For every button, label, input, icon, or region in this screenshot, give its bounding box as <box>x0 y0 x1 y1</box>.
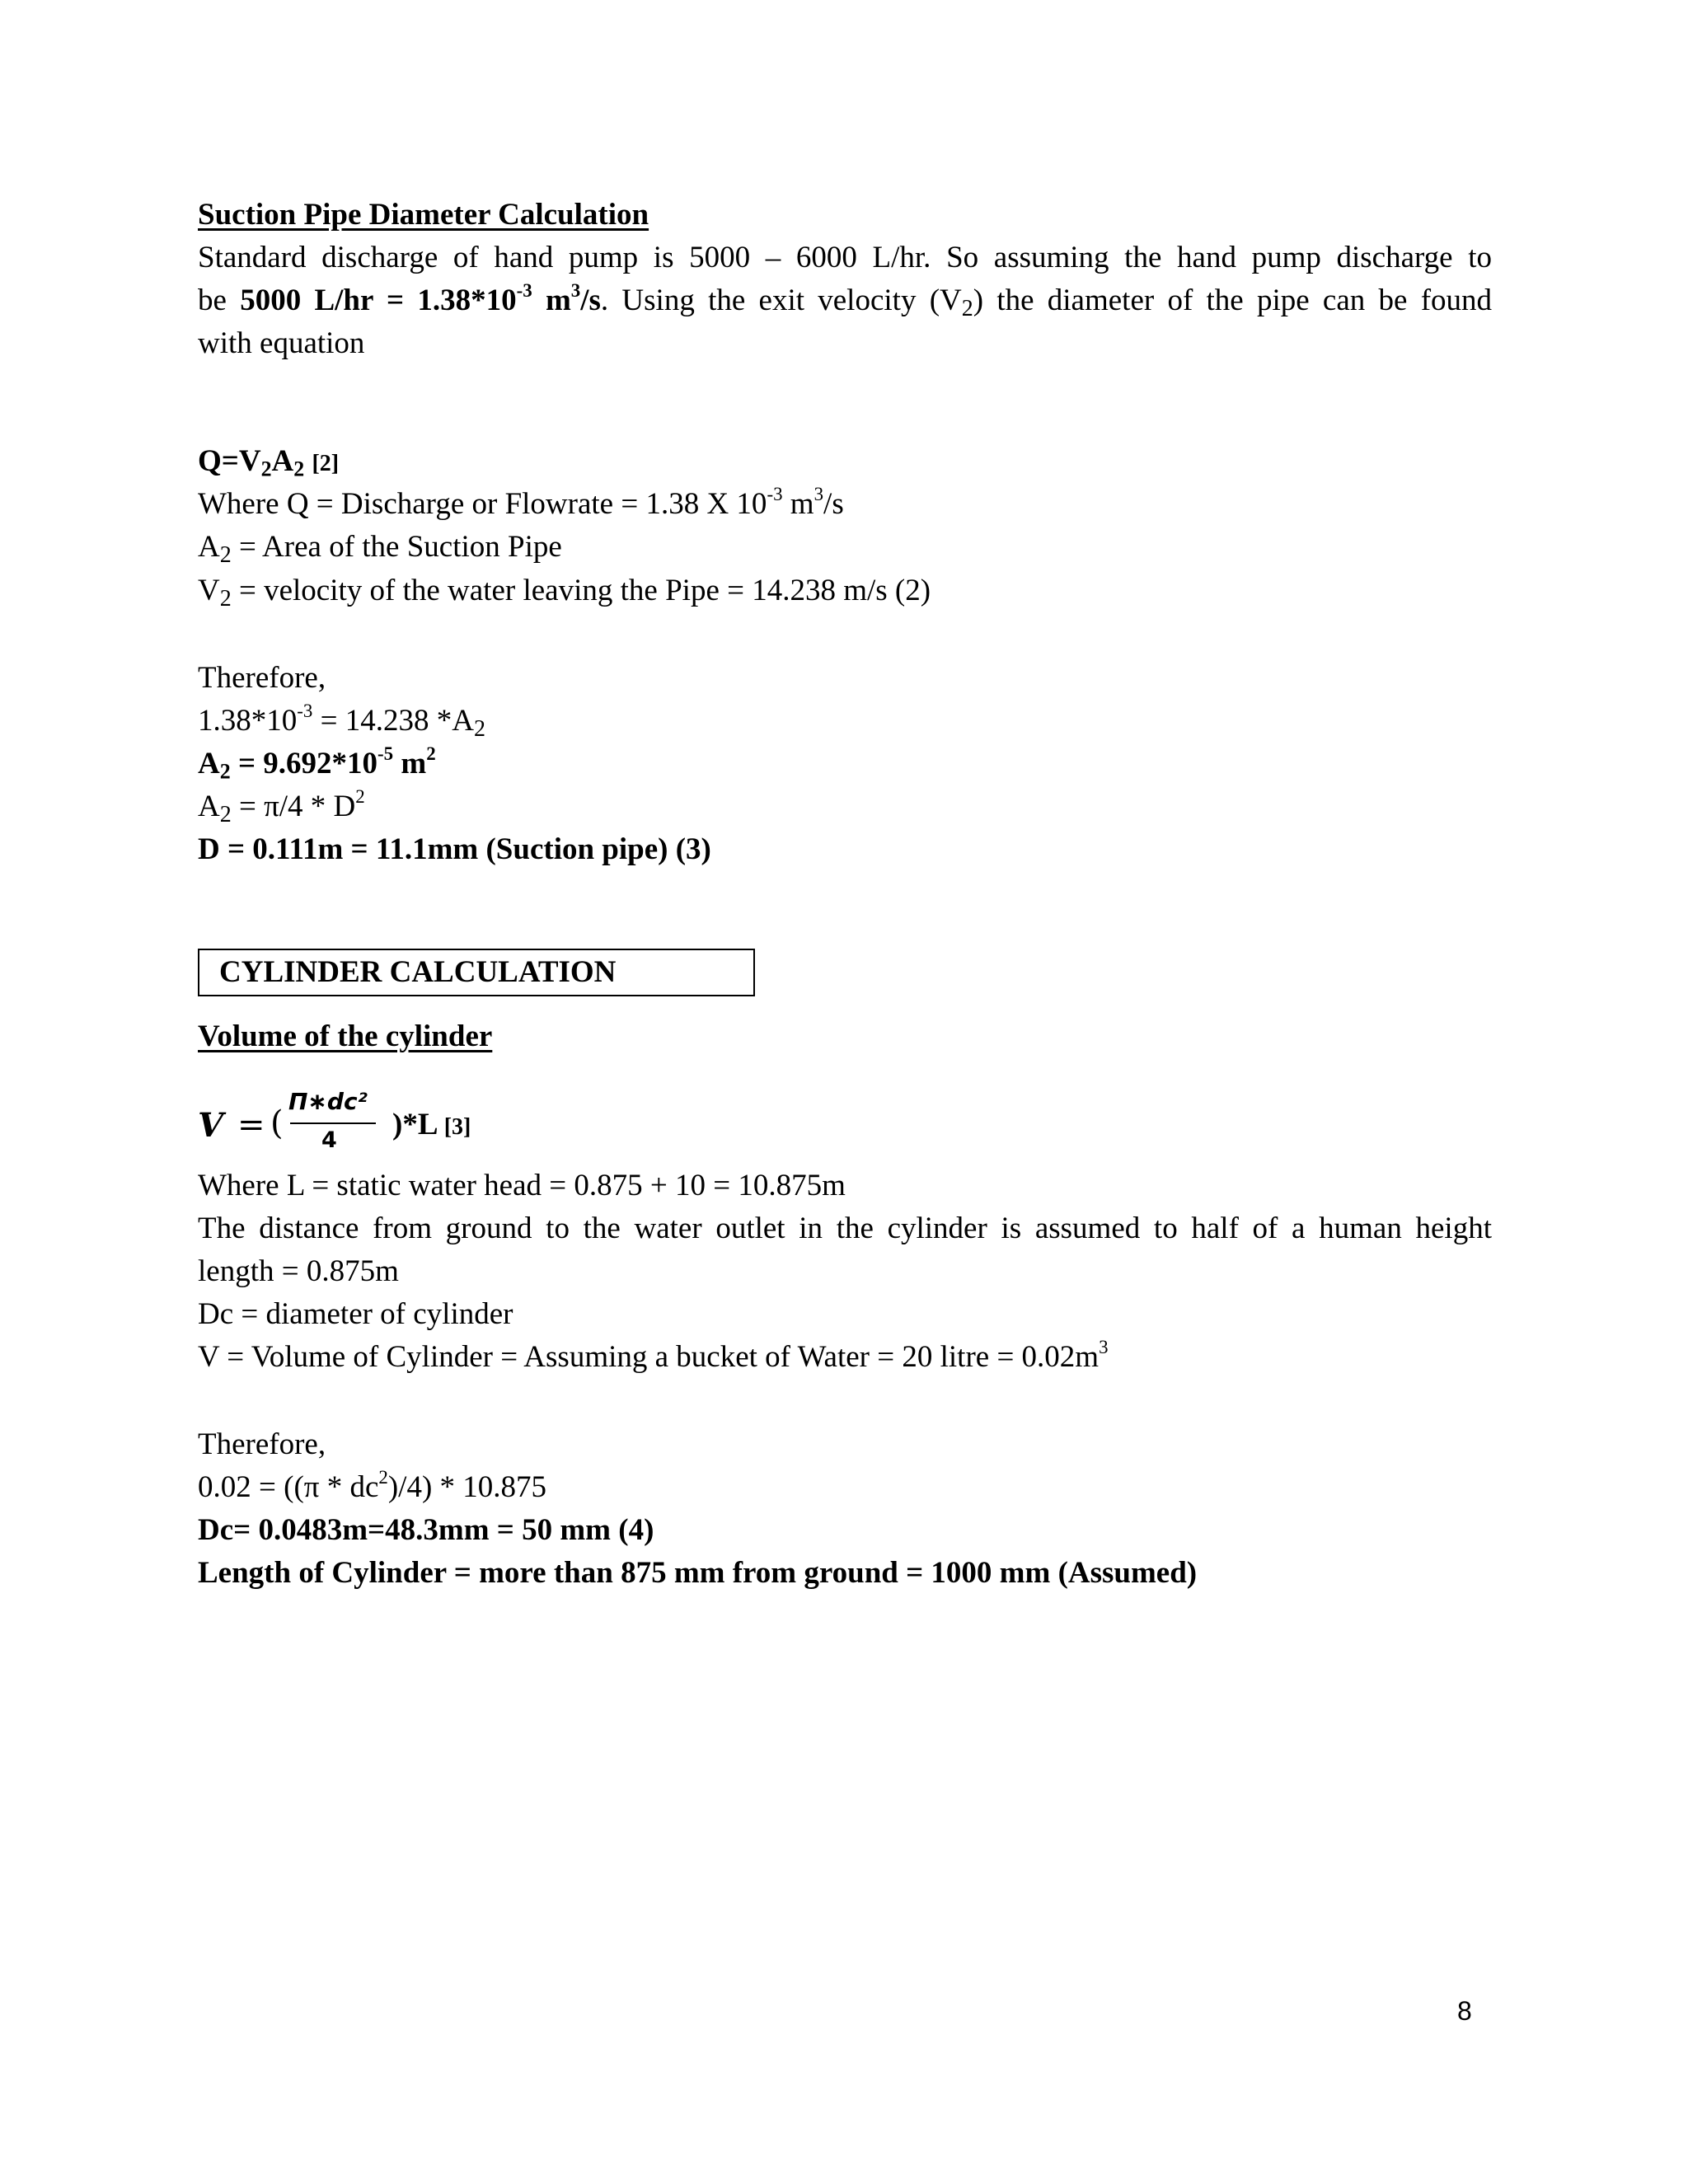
text-run: V <box>198 574 220 607</box>
formula-lhs: V <box>198 1106 224 1145</box>
fraction-bar <box>290 1122 376 1124</box>
formula-rest <box>392 1107 471 1142</box>
text-run: m <box>782 487 814 521</box>
volume-formula <box>198 1088 544 1170</box>
superscript: 2 <box>355 785 365 807</box>
text-run: be <box>198 284 241 317</box>
superscript: 2 <box>378 1466 388 1488</box>
paragraph-line-1: Standard discharge of hand pump is 5000 – 6000 L/hr. So assuming the hand pump discharge to <box>198 241 1492 274</box>
subscript: 2 <box>219 542 232 568</box>
definition-l: Where L = static water head = 0.875 + 10 = 10.875m <box>198 1169 846 1202</box>
text-run: V = Volume of Cylinder = Assuming a bucket of Water = 20 litre = 0.02m <box>198 1340 1100 1374</box>
superscript: -5 <box>377 743 394 764</box>
discharge-value <box>240 279 601 317</box>
formula-denominator: 4 <box>321 1127 337 1153</box>
text-run: m <box>532 284 571 317</box>
formula-equals: = <box>237 1106 265 1144</box>
superscript: 3 <box>814 483 824 504</box>
calc-line-diameter-result: D = 0.111m = 11.1mm (Suction pipe) (3) <box>198 832 711 866</box>
subscript: 2 <box>260 457 272 481</box>
text-run: = 14.238 *A <box>312 704 474 738</box>
text-run: = π/4 * D <box>231 790 356 823</box>
therefore-label-2: Therefore, <box>198 1427 326 1461</box>
text-run: A <box>198 530 220 564</box>
boxed-heading-text: CYLINDER CALCULATION <box>219 955 617 989</box>
calc-line-area-formula <box>198 786 365 827</box>
formula-open-paren: ( <box>270 1104 284 1142</box>
page-number: 8 <box>1457 1996 1472 2026</box>
boxed-heading-cylinder <box>198 949 755 996</box>
text-run: = 9.692*10 <box>230 747 378 780</box>
paragraph-line-2 <box>198 280 1492 321</box>
text-run: = Area of the Suction Pipe <box>231 530 562 564</box>
definition-distance-line-1: The distance from ground to the water outlet in the cylinder is assumed to half of a human height <box>198 1212 1492 1245</box>
superscript: 2 <box>426 743 436 764</box>
subscript: 2 <box>293 457 305 481</box>
text-run: 0.02 = ((π * dc <box>198 1470 379 1504</box>
text-run: /s <box>580 284 601 317</box>
definition-v2 <box>198 570 931 612</box>
text-run: 5000 L/hr = 1.38*10 <box>240 284 517 317</box>
calc2-diameter-result: Dc= 0.0483m=48.3mm = 50 mm (4) <box>198 1513 654 1547</box>
text-run: A <box>198 747 220 780</box>
calc2-length-result: Length of Cylinder = more than 875 mm from ground = 1000 mm (Assumed) <box>198 1556 1198 1590</box>
subscript: 2 <box>961 296 973 321</box>
section-heading-suction-pipe: Suction Pipe Diameter Calculation <box>198 198 649 232</box>
calc-line-1 <box>198 701 485 742</box>
text-run: Where Q = Discharge or Flowrate = 1.38 X 10 <box>198 487 767 521</box>
subscript: 2 <box>219 586 232 612</box>
therefore-label: Therefore, <box>198 661 326 695</box>
text-run: /s <box>823 487 844 521</box>
text-run: )/4) * 10.875 <box>387 1470 547 1504</box>
text-run: )*L <box>392 1108 437 1141</box>
equation-q-va <box>198 441 339 485</box>
text-run: Q=V <box>198 444 261 478</box>
reference-marker: [2] <box>312 451 340 476</box>
superscript: 3 <box>1099 1336 1109 1357</box>
subscript: 2 <box>219 802 232 827</box>
text-run: 1.38*10 <box>198 704 298 738</box>
text-run: A <box>198 790 220 823</box>
definition-dc: Dc = diameter of cylinder <box>198 1297 513 1331</box>
text-run: . Using the exit velocity (V <box>600 284 962 317</box>
definition-distance-line-2: length = 0.875m <box>198 1254 399 1288</box>
calc2-line-1 <box>198 1467 546 1508</box>
superscript: -3 <box>297 700 313 721</box>
text-run: = velocity of the water leaving the Pipe = 14.238 m/s (2) <box>231 574 931 607</box>
subscript: 2 <box>219 759 231 784</box>
text-run: m <box>393 747 427 780</box>
subscript: 2 <box>473 716 485 742</box>
definition-q <box>198 484 844 525</box>
superscript: -3 <box>516 279 532 301</box>
definition-a2 <box>198 527 562 568</box>
paragraph-line-3: with equation <box>198 326 365 360</box>
calc-line-area-result <box>198 743 436 785</box>
reference-marker: [3] <box>443 1114 471 1140</box>
definition-v <box>198 1337 1109 1378</box>
superscript: -3 <box>767 483 783 504</box>
text-run: A <box>271 444 294 478</box>
text-run: ) the diameter of the pipe can be found <box>973 284 1493 317</box>
formula-numerator: Π∗dc² <box>288 1088 368 1115</box>
subheading-volume-cylinder: Volume of the cylinder <box>198 1019 493 1053</box>
superscript: 3 <box>570 279 581 301</box>
